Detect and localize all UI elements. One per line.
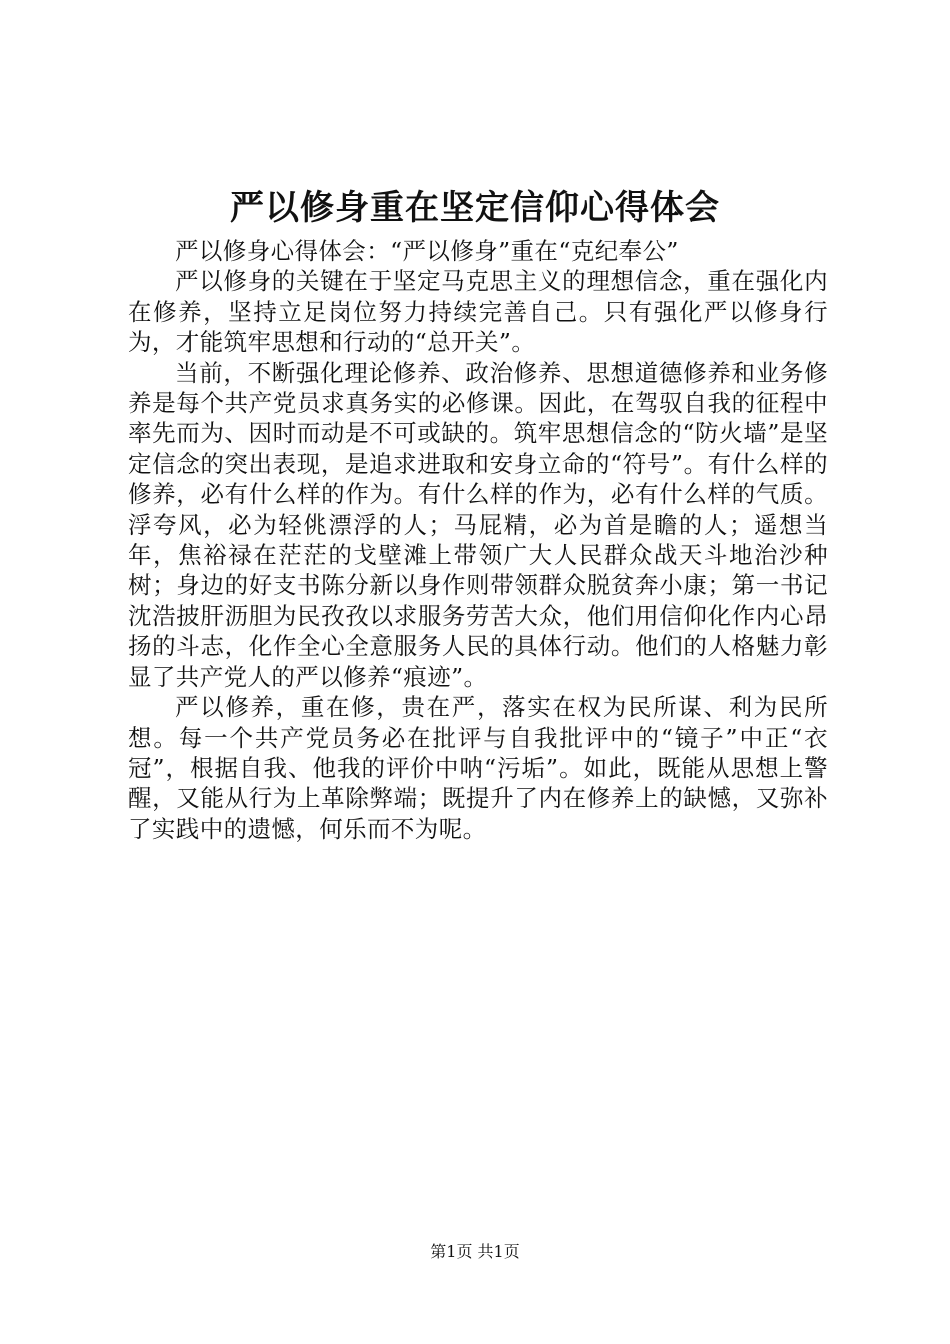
paragraph-3: 严以修养，重在修，贵在严，落实在权为民所谋、利为民所想。每一个共产党员务必在批评与自我批评中的“镜子”中正“衣冠”，根据自我、他我的评价中呐“污垢”。如此，既能从思想上警醒，又能从行为上革除弊端；既提升了内在修养上的缺憾，又弥补了实践中的遗憾，何乐而不为呢。 — [128, 693, 828, 843]
document-title: 严以修身重在坚定信仰心得体会 — [230, 188, 720, 228]
paragraph-subtitle: 严以修身心得体会：“严以修身”重在“克纪奉公” — [175, 237, 679, 265]
document-body — [128, 236, 828, 844]
paragraph-1: 严以修身的关键在于坚定马克思主义的理想信念，重在强化内在修养，坚持立足岗位努力持续完善自己。只有强化严以修身行为，才能筑牢思想和行动的“总开关”。 — [128, 267, 828, 357]
paragraph-2: 当前，不断强化理论修养、政治修养、思想道德修养和业务修养是每个共产党员求真务实的必修课。因此，在驾驭自我的征程中率先而为、因时而动是不可或缺的。筑牢思想信念的“防火墙”是坚定信念的突出表现，是追求进取和安身立命的“符号”。有什么样的修养，必有什么样的作为。有什么样的作为，必有什么样的气质。浮夸风，必为轻佻漂浮的人；马屁精，必为首是瞻的人；遥想当年，焦裕禄在茫茫的戈壁滩上带领广大人民群众战天斗地治沙种树；身边的好支书陈分新以身作则带领群众脱贫奔小康；第一书记沈浩披肝沥胆为民孜孜以求服务劳苦大众，他们用信仰化作内心昂扬的斗志，化作全心全意服务人民的具体行动。他们的人格魅力彰显了共产党人的严以修养“痕迹”。 — [128, 358, 828, 691]
page-number-footer: 第1页 共1页 — [430, 1242, 520, 1261]
